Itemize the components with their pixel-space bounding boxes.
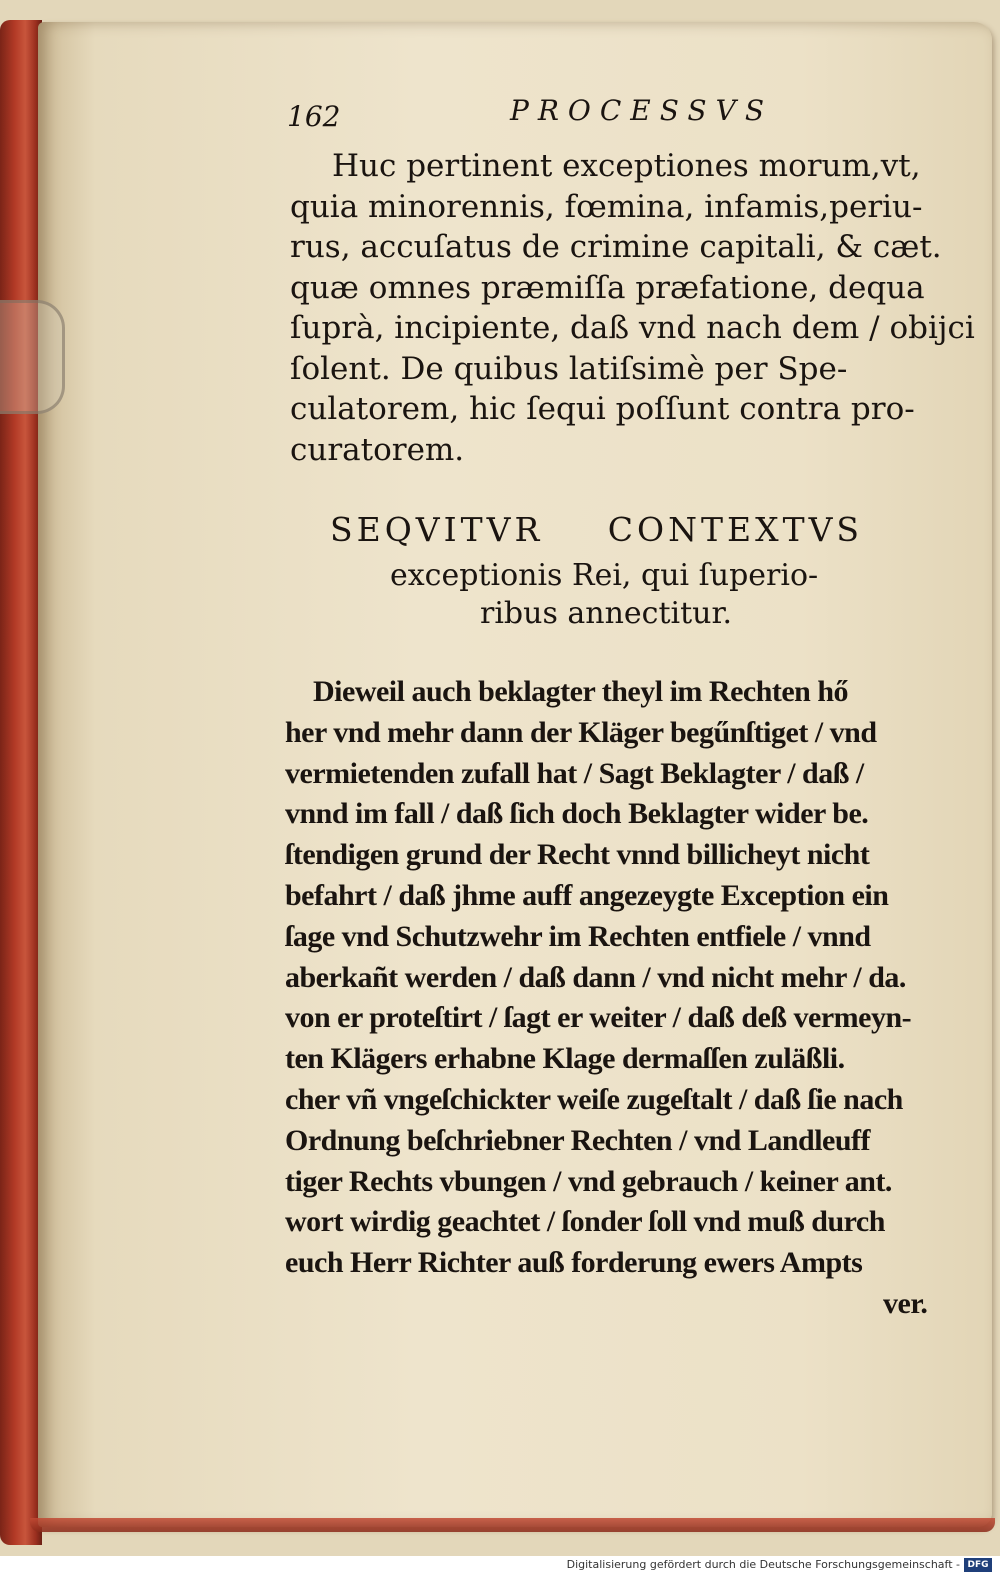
page-number: 162 bbox=[287, 100, 341, 133]
text-line: cher vñ vngeſchickter weiſe zugeſtalt / daß ſie nach bbox=[285, 1082, 903, 1116]
text-line: quæ omnes præmiſſa præfatione, dequa bbox=[290, 269, 925, 306]
text-line: ſage vnd Schutzwehr im Rechten entfiele / vnnd bbox=[285, 919, 871, 953]
text-line: Ordnung beſchriebner Rechten / vnd Landleuff bbox=[285, 1123, 871, 1157]
text-line: vermietenden zufall hat / Sagt Beklagter / daß / bbox=[285, 756, 864, 790]
german-paragraph bbox=[285, 672, 927, 1325]
text-line: culatorem, hic ſequi poſſunt contra pro- bbox=[290, 391, 915, 427]
text-line: befahrt / daß jhme auff angezeygte Exception ein bbox=[285, 878, 889, 912]
text-line: rus, accuſatus de crimine capitali, & cæt. bbox=[290, 229, 942, 265]
text-line: quia minorennis, fœmina, infamis,periu- bbox=[290, 188, 923, 225]
book-clasp bbox=[0, 300, 65, 414]
text-line: ten Klägers erhabne Klage dermaſſen zuläßli. bbox=[285, 1042, 845, 1076]
text-line: ſtendigen grund der Recht vnnd billicheyt nicht bbox=[285, 838, 870, 872]
running-title: PROCESSVS bbox=[510, 94, 774, 127]
text-line: von er proteſtirt / ſagt er weiter / daß deß vermeyn- bbox=[285, 1001, 912, 1035]
text-line: euch Herr Richter auß forderung ewers Ampts bbox=[285, 1246, 863, 1280]
page-bottom-edge bbox=[30, 1518, 995, 1532]
dfg-logo-icon: DFG bbox=[964, 1558, 992, 1572]
book-edge bbox=[0, 20, 42, 1545]
text-line: tiger Rechts vbungen / vnd gebrauch / keiner ant. bbox=[285, 1164, 892, 1198]
text-line: Huc pertinent exceptiones morum,vt, bbox=[332, 148, 921, 184]
text-line: her vnd mehr dann der Kläger begűnſtiget / vnd bbox=[285, 715, 877, 749]
section-subheading: ribus annectitur. bbox=[480, 596, 733, 631]
funding-credit: Digitalisierung gefördert durch die Deutsche Forschungsgemeinschaft - bbox=[566, 1558, 960, 1571]
section-heading: SEQVITVR CONTEXTVS bbox=[330, 510, 864, 549]
text-line: wort wirdig geachtet / ſonder ſoll vnd muß durch bbox=[285, 1205, 885, 1239]
text-line: aberkañt werden / daß dann / vnd nicht mehr / da. bbox=[285, 960, 906, 994]
text-line: ſolent. De quibus latiſsimè per Spe- bbox=[290, 350, 848, 387]
text-line: curatorem. bbox=[290, 431, 465, 468]
catchword: ver. bbox=[883, 1286, 928, 1320]
text-line: vnnd im fall / daß ſich doch Beklagter wider be. bbox=[285, 797, 869, 831]
text-line: ſuprà, incipiente, daß vnd nach dem / obijci bbox=[290, 310, 975, 346]
section-subheading: exceptionis Rei, qui ſuperio- bbox=[390, 558, 819, 593]
latin-paragraph bbox=[290, 146, 975, 470]
text-line: Dieweil auch beklagter theyl im Rechten hő bbox=[313, 675, 849, 708]
